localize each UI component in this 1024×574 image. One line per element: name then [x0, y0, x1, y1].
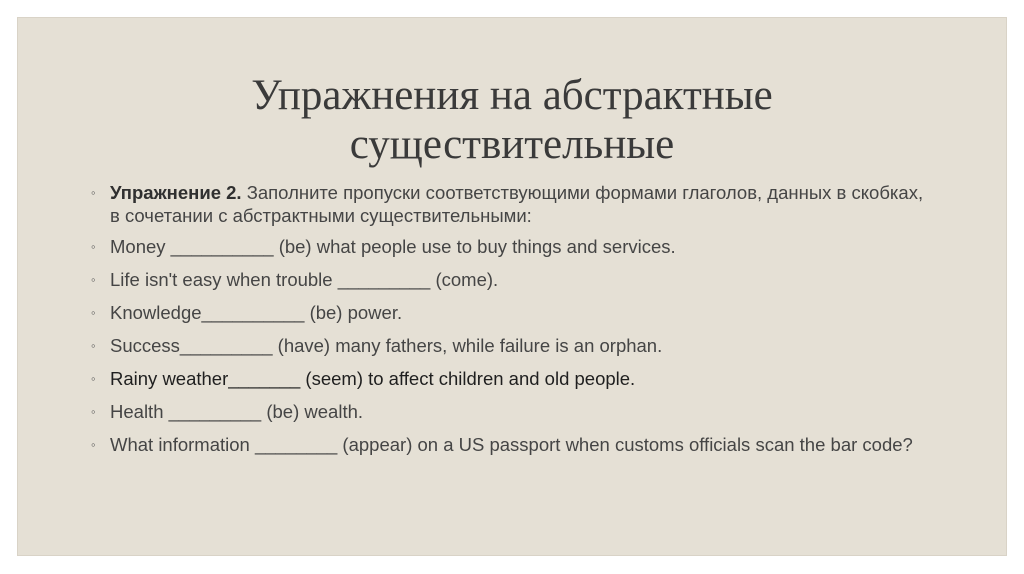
list-item [91, 433, 931, 456]
exercise-list [91, 181, 931, 466]
sentence-text: What information ________ (appear) on a US passport when customs officials scan the bar code? [110, 434, 913, 455]
list-item [91, 235, 931, 258]
bullet-circle-icon: ◦ [91, 338, 96, 353]
bullet-circle-icon: ◦ [91, 371, 96, 386]
sentence-text: Life isn't easy when trouble _________ (come). [110, 269, 499, 290]
bullet-circle-icon: ◦ [91, 305, 96, 320]
sentence-text: Success_________ (have) many fathers, while failure is an orphan. [110, 335, 663, 356]
sentence-text: Health _________ (be) wealth. [110, 401, 364, 422]
list-item [91, 334, 931, 357]
slide [18, 18, 1006, 555]
instruction-text: Заполните пропуски соответствующими формами глаголов, данных в скобках, в сочетании с абстрактными существительными: [110, 182, 924, 226]
title-line-2: существительные [349, 121, 675, 168]
bullet-circle-icon: ◦ [91, 239, 96, 254]
title-line-1: Упражнения на абстрактные [251, 72, 773, 119]
sentence-text: Money __________ (be) what people use to buy things and services. [110, 236, 676, 257]
bullet-circle-icon: ◦ [91, 185, 96, 200]
list-item [91, 301, 931, 324]
list-item [91, 268, 931, 291]
list-item-instruction [91, 181, 931, 227]
bullet-circle-icon: ◦ [91, 404, 96, 419]
bullet-circle-icon: ◦ [91, 437, 96, 452]
list-item [91, 400, 931, 423]
sentence-text: Rainy weather_______ (seem) to affect children and old people. [110, 368, 636, 389]
sentence-text: Knowledge__________ (be) power. [110, 302, 403, 323]
list-item [91, 367, 931, 390]
slide-title [18, 71, 1006, 169]
bullet-circle-icon: ◦ [91, 272, 96, 287]
exercise-label: Упражнение 2. [110, 182, 242, 203]
